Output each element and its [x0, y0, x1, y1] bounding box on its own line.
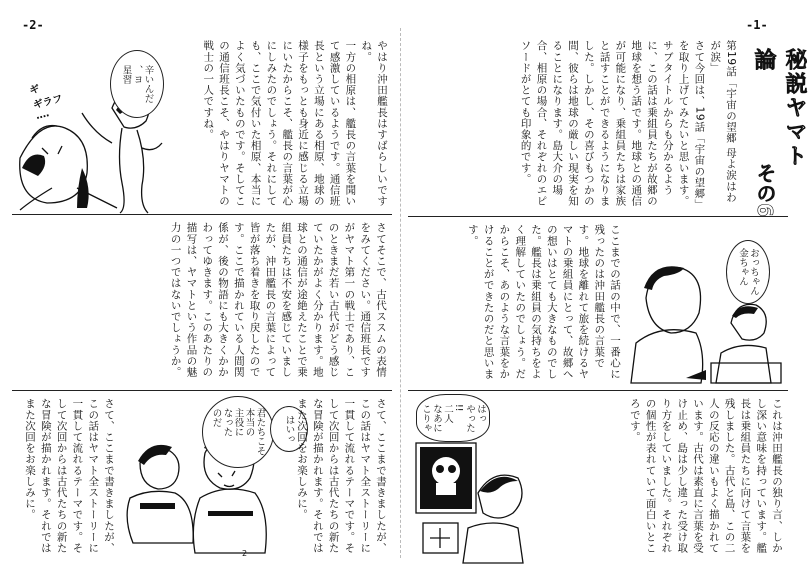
right-top-text: 第19話「宇宙の望郷 母よ涙はわが涙」 さて今回は、19話「宇宙の望郷」を取り上げてみたいと思います。サブタイトルからも分かるように、この話は乗組員たちが故郷の地球を想う話です。地球との通信が可能になり、乗組員たちは家族と話すことができるようになりました。しかし、その喜びもつかの間、彼らは地球の厳しい現実を知ることになります。島大介の場合、相原の場合、それぞれのエピソードがとても印象的です。	[519, 40, 737, 210]
doujinshi-spread	[12, 18, 807, 566]
page-number-right: -1-	[746, 18, 768, 32]
left-top-text: やはり沖田艦長はすばらしいですね。 一方の相原は、艦長の言葉を聞いて感激しているようです。通信班長という立場にある相原、地球の様子をもっとも身近に感じる立場にいたからこそ、艦長の言葉が心にしみたのでしょう。それにしても、ここで気付いた相原、本当によく気づいたものです。そしてこの通信班長こそ、やはりヤマトの戦士の一人ですね。	[202, 40, 388, 207]
speech-bubble-middle-text: おっちゃん 金ちゃん	[737, 248, 759, 296]
speech-bubble-top	[110, 50, 164, 118]
article-title: 秘説ヤマト論	[751, 48, 807, 168]
right-bottom-text: これは沖田艦長の独り言、しかし深い意味を持っています。艦長は乗組員たちに向けて言葉を残しました。古代と島、この二人の反応の違いもよく描かれています。古代は素直に言葉を受け止め、島は少し違った受け取り方をしていました。それぞれの個性が表れていて面白いところです。	[628, 398, 783, 554]
speech-bubble-bottom	[416, 394, 490, 442]
page-gutter	[400, 28, 401, 558]
panel-divider	[408, 390, 788, 391]
right-middle-text: ここまでの話の中で、一番心に残ったのは沖田艦長の言葉です。地球を離れて旅を続けるヤマトの乗組員にとって、故郷への想いはとても大きなものでした。艦長は乗組員の気持ちをよく理解していたのでしょう。だからこそ、あのような言葉をかけることができたのだと思います。	[466, 224, 621, 380]
left-middle-text: さてそこで、古代ススムの表情をみてください。通信班長ですがヤマト第一の戦士であり、このときまだ若い古代がどう感じていたかがよく分かります。地球との通信が途絶えたことで乗組員たちは不安を感じていましたが、沖田艦長の言葉によって皆が落ち着きを取り戻したのです。ここで描かれている人間関係が、後の物語にも大きくかかわってゆきます。このあたりの描写は、ヤマトという作品の魅力の一つではないでしょうか。	[169, 222, 387, 378]
speech-bubble-bottom-1	[202, 396, 274, 468]
left-bottom-text-left: さて、ここまで書きましたが、この話はヤマト全ストーリーに一貫して流れるテーマです。そして次回からは古代たちの新たな冒険が描かれます。それではまた次回をお楽しみに。	[24, 398, 115, 554]
speech-bubble-middle	[726, 240, 770, 304]
speech-bubble-bottom-text: はっ やった !! 二人 なあに こりゃ	[420, 403, 486, 433]
panel-divider	[12, 390, 392, 391]
left-page	[12, 18, 392, 566]
page-number-left: -2-	[22, 18, 44, 32]
article-title-part: その6	[753, 163, 777, 217]
panel-number: 2	[242, 549, 248, 558]
right-page	[408, 18, 807, 566]
left-bottom-text-right: さて、ここまで書きましたが、この話はヤマト全ストーリーに一貫して流れるテーマです。そして次回からは古代たちの新たな冒険が描かれます。それではまた次回をお楽しみに。	[296, 398, 387, 554]
speech-bubble-bottom-1-text: 君たちこそ 本当の 主役に なった のだ	[210, 408, 266, 456]
speech-bubble-bottom-2-text: はいっ	[283, 414, 295, 444]
sound-effect: ギ ギラフ ‥‥	[28, 83, 64, 123]
speech-bubble-top-text: 辛いんだ 、ヨ 星習	[120, 65, 154, 103]
panel-divider	[408, 216, 788, 217]
panel-divider	[12, 214, 392, 215]
